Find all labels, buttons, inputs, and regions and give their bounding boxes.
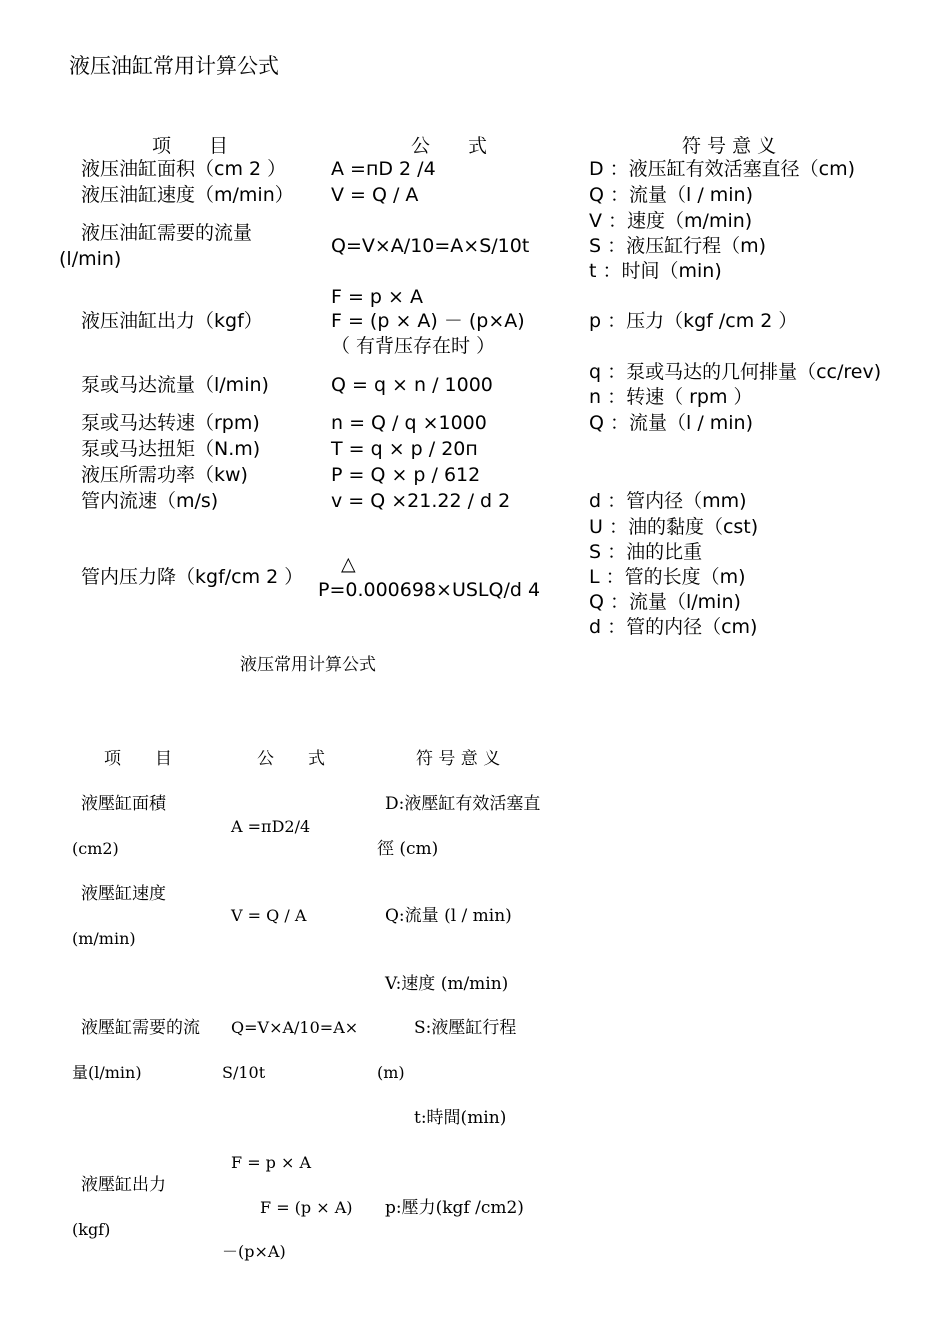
meaning-q-flow-3: Q ：流量（l/min) [589,591,741,613]
s2-formula-speed: V = Q / A [231,906,307,925]
meaning-p-pressure: p ：压力（kgf /cm 2 ） [589,310,798,332]
meaning-q-displacement: q ：泵或马达的几何排量（cc/rev) [589,361,882,383]
section1-title: 液压油缸常用计算公式 [69,54,279,78]
formula-pump-speed: n = Q / q ×1000 [331,412,487,434]
item-cylinder-flow-unit: (l/min) [59,248,122,270]
item-power: 液压所需功率（kw) [81,464,248,486]
meaning-s-gravity: S ：油的比重 [589,541,703,563]
section2-title: 液压常用计算公式 [240,655,376,675]
meaning-v-speed: V ：速度（m/min) [589,210,753,232]
s2-meaning-v: V:速度 (m/min) [385,974,509,994]
formula-area: A =пD 2 /4 [331,158,436,180]
s2-item-force: 液壓缸出力 [81,1175,166,1195]
item-pump-torque: 泵或马达扭矩（N.m) [81,438,261,460]
s2-header-meaning: 符 号 意 义 [416,749,501,769]
s2-formula-force-1: F = p × A [231,1153,312,1172]
s2-item-area: 液壓缸面積 [81,794,166,814]
header-item: 项 目 [152,135,229,157]
s2-meaning-q: Q:流量 (l / min) [385,906,512,926]
meaning-d-diameter: D ：液压缸有效活塞直径（cm) [589,158,856,180]
s2-item-area-unit: (cm2) [72,839,119,858]
meaning-d-pipe-inner: d ：管内径（mm) [589,490,747,512]
item-pipe-pressure-drop: 管内压力降（kgf/cm 2 ） [81,566,304,588]
formula-power: P = Q × p / 612 [331,464,481,486]
formula-speed: V = Q / A [331,184,419,206]
formula-pressure-drop: P=0.000698×USLQ/d 4 [318,579,541,601]
s2-item-flow-unit: 量(l/min) [72,1063,142,1082]
item-pump-flow: 泵或马达流量（l/min) [81,374,269,396]
s2-meaning-s-unit: (m) [377,1063,405,1082]
s2-item-speed: 液壓缸速度 [81,884,166,904]
meaning-n-speed: n ：转速（ rpm ） [589,386,753,408]
s2-meaning-d-cont: 徑 (cm) [377,839,439,859]
s2-meaning-t: t:時間(min) [414,1108,507,1128]
s2-header-item: 项 目 [104,749,172,769]
formula-force-2: F = (p × A) － (p×A) [331,310,525,332]
formula-force-3: （ 有背压存在时 ） [331,335,496,357]
s2-header-formula: 公 式 [257,749,325,769]
item-cylinder-area: 液压油缸面积（cm 2 ） [81,158,287,180]
meaning-l-length: L ：管的长度（m) [589,566,746,588]
item-cylinder-flow: 液压油缸需要的流量 [81,222,253,244]
s2-formula-area: A =πD2/4 [231,817,311,836]
meaning-t-time: t ：时间（min) [589,260,722,282]
header-meaning: 符 号 意 义 [682,135,777,157]
item-pump-speed: 泵或马达转速（rpm) [81,412,260,434]
formula-force-1: F = p × A [331,286,423,308]
s2-item-speed-unit: (m/min) [72,929,136,948]
s2-formula-force-2: F = (p × A) [260,1198,353,1217]
formula-pump-flow: Q = q × n / 1000 [331,374,493,396]
s2-meaning-p: p:壓力(kgf /cm2) [385,1198,524,1218]
s2-formula-force-3: －(p×A) [222,1242,286,1261]
s2-item-force-unit: (kgf) [72,1220,111,1239]
item-cylinder-speed: 液压油缸速度（m/min） [81,184,294,206]
formula-pump-torque: T = q × p / 20п [331,438,478,460]
s2-item-flow: 液壓缸需要的流 [81,1018,200,1038]
item-pipe-velocity: 管内流速（m/s) [81,490,219,512]
meaning-q-flow: Q ：流量（l / min) [589,184,753,206]
item-cylinder-force: 液压油缸出力（kgf） [81,310,263,332]
s2-formula-flow-1: Q=V×A/10=A× [231,1018,359,1037]
s2-formula-flow-2: S/10t [222,1063,266,1082]
formula-pipe-velocity: v = Q ×21.22 / d 2 [331,490,511,512]
s2-meaning-s: S:液壓缸行程 [414,1018,517,1038]
meaning-s-stroke: S ：液压缸行程（m) [589,235,767,257]
formula-delta-symbol: △ [341,553,356,575]
formula-flow: Q=V×A/10=A×S/10t [331,235,530,257]
header-formula: 公 式 [411,135,488,157]
s2-meaning-d: D:液壓缸有效活塞直 [385,794,541,814]
meaning-d-pipe-cm: d ：管的内径（cm) [589,616,758,638]
meaning-u-viscosity: U ：油的黏度（cst) [589,516,759,538]
meaning-q-flow-2: Q ：流量（l / min) [589,412,753,434]
